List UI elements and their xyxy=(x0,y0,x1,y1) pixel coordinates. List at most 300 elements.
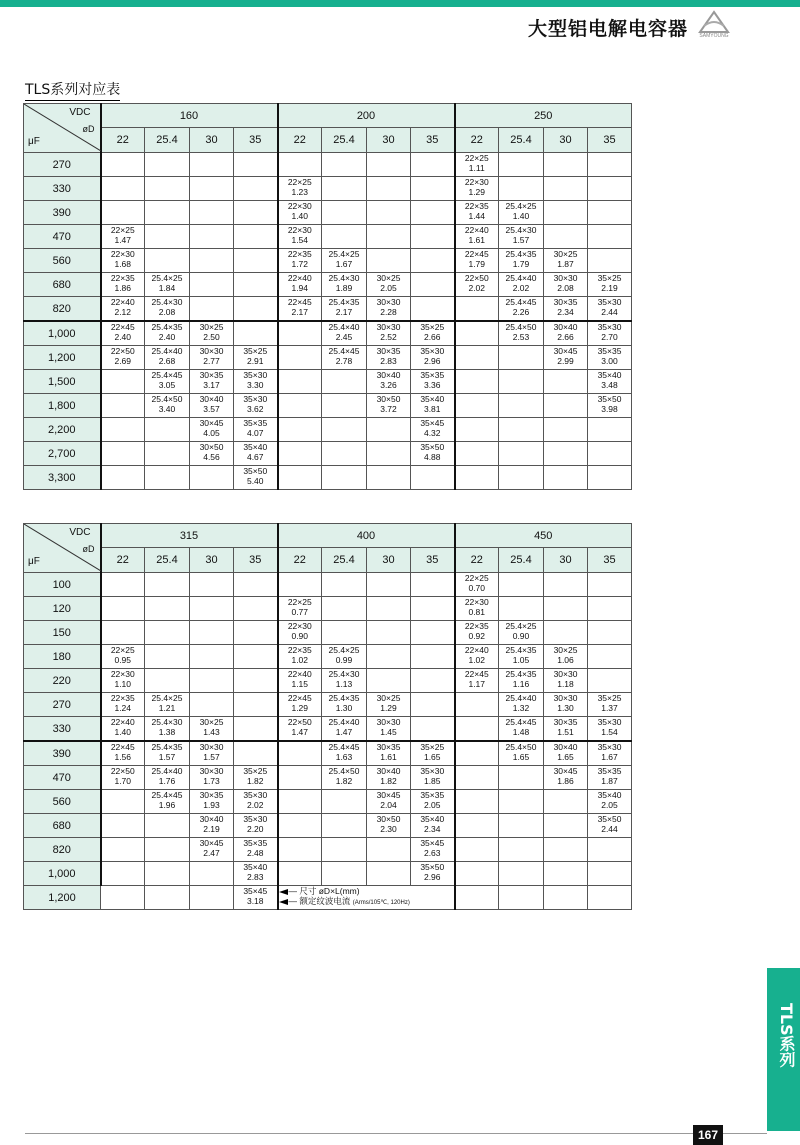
cell-ripple: 3.36 xyxy=(423,380,441,390)
capacitance-label: μF xyxy=(28,136,40,147)
table-cell xyxy=(544,418,588,442)
table-cell xyxy=(234,597,278,621)
cell-ripple: 1.32 xyxy=(512,703,530,713)
cell-ripple: 2.77 xyxy=(203,356,220,366)
cell-ripple: 1.44 xyxy=(468,211,486,221)
table-cell xyxy=(544,645,588,669)
table-cell xyxy=(234,466,278,490)
table-cell xyxy=(278,790,322,814)
table-cell xyxy=(278,442,322,466)
cell-ripple: 3.40 xyxy=(158,404,176,414)
cell-size: 35×35 xyxy=(597,766,622,776)
table-cell xyxy=(278,621,322,645)
table-cell xyxy=(190,717,234,742)
cell-ripple: 1.86 xyxy=(114,283,132,293)
table-cell xyxy=(544,466,588,490)
cell-ripple: 1.61 xyxy=(380,752,397,762)
cell-ripple: 1.72 xyxy=(291,259,309,269)
table-cell xyxy=(145,346,190,370)
cell-ripple: 1.54 xyxy=(291,235,309,245)
cell-size: 35×25 xyxy=(597,273,622,283)
cell-ripple: 1.16 xyxy=(512,679,530,689)
diameter-header: 30 xyxy=(544,548,588,573)
table-cell xyxy=(588,370,632,394)
cell-ripple: 2.19 xyxy=(203,824,220,834)
top-accent-bar xyxy=(0,0,800,7)
table-cell xyxy=(455,573,499,597)
table-row xyxy=(24,249,632,273)
cell-size: 22×30 xyxy=(110,669,135,679)
table-cell xyxy=(544,153,588,177)
cell-size: 25.4×35 xyxy=(505,249,537,259)
table-cell xyxy=(499,717,544,742)
table-cell xyxy=(499,645,544,669)
cell-ripple: 1.37 xyxy=(601,703,618,713)
table-cell xyxy=(234,645,278,669)
cell-size: 22×50 xyxy=(110,766,135,776)
table-cell xyxy=(190,621,234,645)
table-cell xyxy=(544,346,588,370)
table-cell xyxy=(322,394,367,418)
legend-ripple: 额定纹波电流 xyxy=(299,896,351,906)
table-cell xyxy=(411,249,455,273)
capacitance-label: μF xyxy=(28,556,40,567)
table-row xyxy=(24,201,632,225)
section-title: TLS系列对应表 xyxy=(25,79,120,101)
table-cell xyxy=(145,693,190,717)
cell-ripple: 2.70 xyxy=(601,332,618,342)
table-cell xyxy=(499,177,544,201)
table-cell xyxy=(145,597,190,621)
table-cell xyxy=(101,418,145,442)
table-cell xyxy=(455,838,499,862)
table-cell xyxy=(588,249,632,273)
table-cell xyxy=(367,645,411,669)
cell-size: 35×35 xyxy=(243,838,268,848)
diameter-header: 35 xyxy=(588,128,632,153)
table-cell xyxy=(499,370,544,394)
table-cell xyxy=(411,741,455,766)
table-cell xyxy=(455,346,499,370)
table-cell xyxy=(455,814,499,838)
cell-size: 35×30 xyxy=(597,717,622,727)
capacitance-value: 680 xyxy=(24,814,101,838)
cell-size: 25.4×40 xyxy=(151,766,183,776)
table-cell xyxy=(588,225,632,249)
diameter-header: 35 xyxy=(234,128,278,153)
cell-size: 30×40 xyxy=(553,742,578,752)
cell-ripple: 1.29 xyxy=(468,187,486,197)
table-cell xyxy=(234,838,278,862)
cell-size: 22×35 xyxy=(110,273,135,283)
table-cell xyxy=(411,442,455,466)
table-cell xyxy=(544,225,588,249)
cell-ripple: 1.65 xyxy=(512,752,530,762)
table-cell xyxy=(411,153,455,177)
cell-size: 35×45 xyxy=(420,418,445,428)
cell-ripple: 2.96 xyxy=(423,356,441,366)
cell-ripple: 1.85 xyxy=(423,776,441,786)
table-cell xyxy=(145,862,190,886)
table-cell xyxy=(278,597,322,621)
cell-ripple: 2.12 xyxy=(114,307,132,317)
cell-ripple: 1.57 xyxy=(158,752,176,762)
table-cell xyxy=(544,814,588,838)
capacitance-value: 470 xyxy=(24,766,101,790)
cell-ripple: 2.02 xyxy=(512,283,530,293)
table-cell xyxy=(544,693,588,717)
voltage-header: 160 xyxy=(101,104,278,128)
table-cell xyxy=(278,741,322,766)
table-cell xyxy=(411,346,455,370)
cell-ripple: 1.17 xyxy=(468,679,486,689)
table-cell xyxy=(322,766,367,790)
table-cell xyxy=(101,669,145,693)
cell-ripple: 1.82 xyxy=(246,776,264,786)
table-cell xyxy=(190,442,234,466)
cell-size: 25.4×35 xyxy=(328,297,360,307)
table-cell xyxy=(190,201,234,225)
cell-ripple: 1.93 xyxy=(203,800,220,810)
table-cell xyxy=(322,621,367,645)
cell-size: 35×25 xyxy=(420,322,445,332)
table-cell xyxy=(499,790,544,814)
voltage-header: 400 xyxy=(278,524,455,548)
cell-ripple: 1.48 xyxy=(512,727,530,737)
cell-ripple: 2.66 xyxy=(557,332,574,342)
table-cell xyxy=(455,862,499,886)
table-cell xyxy=(499,225,544,249)
table-row xyxy=(24,693,632,717)
cell-ripple: 2.50 xyxy=(203,332,220,342)
cell-ripple: 2.02 xyxy=(246,800,264,810)
table-cell xyxy=(145,442,190,466)
table-cell xyxy=(411,321,455,346)
table-cell xyxy=(544,717,588,742)
cell-size: 35×40 xyxy=(243,862,268,872)
capacitance-value: 270 xyxy=(24,693,101,717)
table-cell xyxy=(455,273,499,297)
table-cell xyxy=(411,273,455,297)
cell-ripple: 3.72 xyxy=(380,404,397,414)
cell-size: 35×30 xyxy=(243,394,268,404)
cell-size: 35×45 xyxy=(420,838,445,848)
table-cell xyxy=(234,669,278,693)
cell-ripple: 4.32 xyxy=(423,428,441,438)
cell-size: 35×30 xyxy=(597,297,622,307)
cell-size: 30×35 xyxy=(199,790,224,800)
cell-size: 25.4×50 xyxy=(505,742,537,752)
table-cell xyxy=(190,249,234,273)
cell-size: 25.4×40 xyxy=(151,346,183,356)
cell-size: 25.4×30 xyxy=(328,273,360,283)
table-cell xyxy=(145,394,190,418)
cell-ripple: 4.88 xyxy=(423,452,441,462)
cell-size: 30×25 xyxy=(199,322,224,332)
cell-size: 22×45 xyxy=(287,693,312,703)
cell-size: 35×35 xyxy=(420,790,445,800)
table-cell xyxy=(322,297,367,322)
cell-size: 30×35 xyxy=(199,370,224,380)
cell-size: 35×30 xyxy=(420,766,445,776)
capacitance-value: 2,200 xyxy=(24,418,101,442)
table-cell xyxy=(101,249,145,273)
cell-ripple: 1.13 xyxy=(335,679,353,689)
table-cell xyxy=(278,814,322,838)
table-cell xyxy=(588,790,632,814)
table-row xyxy=(24,597,632,621)
side-tab-label: TLS系列 xyxy=(777,1003,796,1068)
cell-size: 22×30 xyxy=(110,249,135,259)
cell-ripple: 2.69 xyxy=(114,356,132,366)
cell-ripple: 3.05 xyxy=(158,380,176,390)
table-cell xyxy=(588,814,632,838)
table-cell xyxy=(588,442,632,466)
cell-ripple: 3.98 xyxy=(601,404,618,414)
cell-size: 35×40 xyxy=(420,394,445,404)
table-row xyxy=(24,153,632,177)
table-cell xyxy=(588,597,632,621)
table-cell xyxy=(190,597,234,621)
cell-ripple: 1.40 xyxy=(512,211,530,221)
table-cell xyxy=(367,466,411,490)
cell-ripple: 1.40 xyxy=(291,211,309,221)
table-cell xyxy=(588,177,632,201)
cell-ripple: 2.40 xyxy=(158,332,176,342)
table-cell xyxy=(234,418,278,442)
cell-size: 22×40 xyxy=(287,273,312,283)
cell-ripple: 1.57 xyxy=(203,752,220,762)
table-cell xyxy=(278,669,322,693)
voltage-header: 315 xyxy=(101,524,278,548)
cell-ripple: 2.52 xyxy=(380,332,397,342)
table-cell xyxy=(234,717,278,742)
table-cell xyxy=(190,177,234,201)
cell-size: 22×25 xyxy=(287,177,312,187)
cell-size: 35×25 xyxy=(420,742,445,752)
diameter-header: 35 xyxy=(234,548,278,573)
cell-size: 22×30 xyxy=(287,201,312,211)
table-cell xyxy=(544,273,588,297)
cell-ripple: 2.05 xyxy=(380,283,397,293)
cell-ripple: 0.81 xyxy=(468,607,486,617)
table-cell xyxy=(190,418,234,442)
table-cell xyxy=(101,321,145,346)
table-cell xyxy=(322,693,367,717)
cell-ripple: 1.65 xyxy=(423,752,441,762)
table-cell xyxy=(101,717,145,742)
diameter-header: 22 xyxy=(278,128,322,153)
cell-size: 35×40 xyxy=(597,790,622,800)
cell-ripple: 2.05 xyxy=(423,800,441,810)
table-cell xyxy=(234,886,278,910)
table-cell xyxy=(455,621,499,645)
table-cell xyxy=(411,838,455,862)
table-cell xyxy=(544,790,588,814)
table-cell xyxy=(411,177,455,201)
table-cell xyxy=(499,741,544,766)
cell-ripple: 1.57 xyxy=(512,235,530,245)
cell-size: 22×35 xyxy=(287,645,312,655)
cell-ripple: 2.68 xyxy=(158,356,176,366)
table-cell xyxy=(234,225,278,249)
table-row xyxy=(24,573,632,597)
table-row xyxy=(24,621,632,645)
table-cell xyxy=(544,597,588,621)
cell-size: 35×30 xyxy=(243,814,268,824)
cell-ripple: 0.90 xyxy=(291,631,309,641)
table-row xyxy=(24,717,632,742)
cell-ripple: 2.04 xyxy=(380,800,397,810)
cell-ripple: 1.54 xyxy=(601,727,618,737)
cell-ripple: 0.90 xyxy=(512,631,530,641)
cell-size: 25.4×45 xyxy=(328,742,360,752)
table-cell xyxy=(190,814,234,838)
cell-size: 30×45 xyxy=(376,790,401,800)
capacitance-value: 820 xyxy=(24,838,101,862)
capacitance-value: 120 xyxy=(24,597,101,621)
table-cell xyxy=(234,273,278,297)
cell-size: 25.4×40 xyxy=(505,273,537,283)
table-cell xyxy=(278,225,322,249)
capacitance-value: 2,700 xyxy=(24,442,101,466)
cell-ripple: 2.17 xyxy=(335,307,353,317)
table-cell xyxy=(234,177,278,201)
cell-size: 30×50 xyxy=(199,442,224,452)
diameter-header: 25.4 xyxy=(145,128,190,153)
table-cell xyxy=(101,394,145,418)
capacitance-value: 270 xyxy=(24,153,101,177)
table-cell xyxy=(278,201,322,225)
cell-ripple: 2.47 xyxy=(203,848,220,858)
cell-ripple: 1.96 xyxy=(158,800,176,810)
cell-ripple: 2.83 xyxy=(380,356,397,366)
table-row xyxy=(24,442,632,466)
capacitance-value: 220 xyxy=(24,669,101,693)
table-cell xyxy=(499,466,544,490)
table-cell xyxy=(101,466,145,490)
cell-size: 25.4×25 xyxy=(328,645,360,655)
table-cell xyxy=(455,741,499,766)
cell-size: 25.4×25 xyxy=(151,273,183,283)
logo-text: SAMYOUNG xyxy=(699,33,729,38)
footer-rule xyxy=(25,1133,767,1134)
table-row xyxy=(24,862,632,886)
cell-size: 30×40 xyxy=(199,814,224,824)
table-cell xyxy=(367,346,411,370)
table-cell xyxy=(278,370,322,394)
table-cell xyxy=(322,862,367,886)
table-cell xyxy=(588,669,632,693)
cell-size: 22×50 xyxy=(287,717,312,727)
cell-ripple: 3.62 xyxy=(246,404,264,414)
cell-ripple: 2.28 xyxy=(380,307,397,317)
table-cell xyxy=(234,249,278,273)
cell-size: 25.4×35 xyxy=(505,645,537,655)
table-cell xyxy=(278,717,322,742)
table-row xyxy=(24,645,632,669)
cell-size: 22×25 xyxy=(110,645,135,655)
cell-size: 30×30 xyxy=(199,346,224,356)
table-cell xyxy=(278,645,322,669)
tls-table-2 xyxy=(23,523,632,910)
table-cell xyxy=(367,717,411,742)
table-cell xyxy=(367,249,411,273)
cell-ripple: 1.02 xyxy=(291,655,309,665)
cell-ripple: 5.40 xyxy=(246,476,264,486)
cell-ripple: 3.81 xyxy=(423,404,441,414)
cell-ripple: 1.84 xyxy=(158,283,176,293)
table-cell xyxy=(455,153,499,177)
cell-ripple: 2.34 xyxy=(423,824,441,834)
table-cell xyxy=(455,693,499,717)
cell-size: 22×40 xyxy=(110,297,135,307)
cell-ripple: 2.96 xyxy=(423,872,441,882)
table-cell xyxy=(367,442,411,466)
diameter-header: 22 xyxy=(278,548,322,573)
table-cell xyxy=(234,766,278,790)
table-cell xyxy=(499,862,544,886)
table-cell xyxy=(145,669,190,693)
diameter-header: 30 xyxy=(190,128,234,153)
table-cell xyxy=(455,717,499,742)
cell-size: 22×45 xyxy=(110,742,135,752)
cell-ripple: 1.67 xyxy=(335,259,353,269)
table-cell xyxy=(367,838,411,862)
table-cell xyxy=(101,862,145,886)
table-cell xyxy=(278,297,322,322)
table-cell xyxy=(234,693,278,717)
voltage-header: 250 xyxy=(455,104,632,128)
arrow-left-icon xyxy=(279,899,288,905)
cell-size: 25.4×35 xyxy=(151,322,183,332)
table-cell xyxy=(411,597,455,621)
table-cell xyxy=(411,225,455,249)
page-number: 167 xyxy=(693,1125,723,1145)
cell-ripple: 1.76 xyxy=(158,776,176,786)
cell-size: 22×40 xyxy=(464,645,489,655)
cell-size: 25.4×35 xyxy=(328,693,360,703)
cell-ripple: 0.77 xyxy=(291,607,309,617)
cell-size: 30×35 xyxy=(553,717,578,727)
table-cell xyxy=(322,741,367,766)
table-cell xyxy=(411,370,455,394)
table-cell xyxy=(499,669,544,693)
cell-ripple: 1.24 xyxy=(114,703,132,713)
table-cell xyxy=(588,297,632,322)
capacitance-value: 560 xyxy=(24,790,101,814)
cell-ripple: 1.94 xyxy=(291,283,309,293)
table-cell xyxy=(411,766,455,790)
table-cell xyxy=(190,790,234,814)
table-cell xyxy=(234,573,278,597)
legend-size: 尺寸 øD×L(mm) xyxy=(299,886,360,896)
table-row xyxy=(24,177,632,201)
table-cell xyxy=(278,862,322,886)
cell-size: 22×50 xyxy=(110,346,135,356)
table-cell xyxy=(322,370,367,394)
table-cell xyxy=(455,321,499,346)
table-cell xyxy=(499,153,544,177)
table-cell xyxy=(145,297,190,322)
table-cell xyxy=(588,321,632,346)
cell-ripple: 2.20 xyxy=(246,824,264,834)
cell-size: 35×50 xyxy=(243,466,268,476)
cell-ripple: 3.26 xyxy=(380,380,397,390)
table-cell xyxy=(499,766,544,790)
cell-size: 30×30 xyxy=(553,669,578,679)
table-cell xyxy=(367,321,411,346)
